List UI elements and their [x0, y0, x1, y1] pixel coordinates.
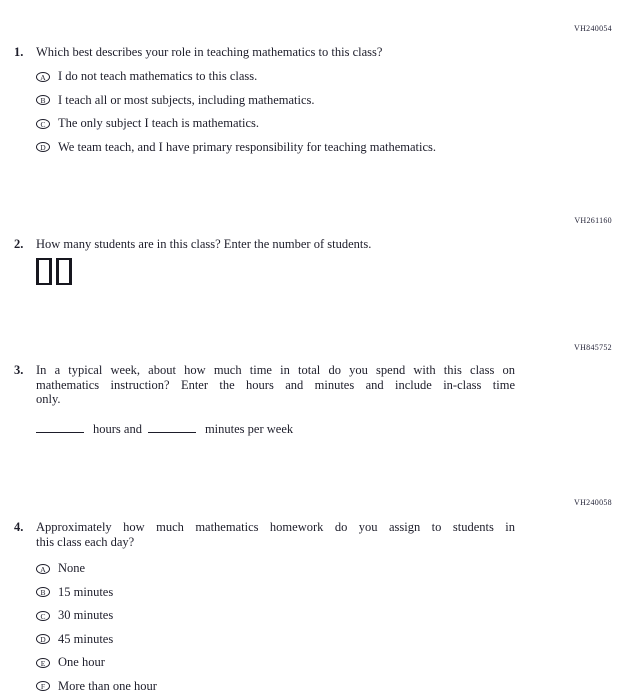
question-1-option-a[interactable] [36, 70, 436, 83]
minutes-blank-label: minutes per week [204, 422, 294, 436]
digit-entry-box-ones[interactable] [56, 258, 72, 285]
question-4-number: 4. [14, 520, 24, 534]
question-3-line-2: mathematics instruction? Enter the hours and minutes and include in-class time [36, 377, 515, 392]
question-2-text [36, 237, 515, 252]
question-1-options [36, 70, 436, 164]
question-2-digit-entry [36, 258, 72, 285]
question-2 [14, 237, 515, 252]
question-4-text [36, 520, 515, 549]
question-4-option-f[interactable] [36, 680, 157, 693]
option-label: 30 minutes [58, 608, 114, 623]
answer-bubble-icon[interactable]: C [36, 611, 50, 621]
question-4-option-e[interactable] [36, 656, 157, 669]
option-label: I teach all or most subjects, including mathematics. [58, 92, 315, 107]
answer-bubble-icon[interactable]: C [36, 119, 50, 129]
question-3-text [36, 363, 515, 407]
answer-bubble-icon[interactable]: B [36, 587, 50, 597]
question-1 [14, 45, 515, 60]
question-1-option-b[interactable] [36, 94, 436, 107]
answer-bubble-icon[interactable]: E [36, 658, 50, 668]
option-label: 45 minutes [58, 631, 114, 646]
option-label: None [58, 561, 86, 575]
question-4-option-c[interactable] [36, 609, 157, 622]
option-label: More than one hour [58, 678, 157, 693]
question-4 [14, 520, 515, 549]
answer-bubble-icon[interactable]: A [36, 72, 50, 82]
question-2-number: 2. [14, 237, 24, 251]
question-3-fill-in-row [36, 419, 293, 437]
question-3 [14, 363, 515, 407]
digit-entry-box-tens[interactable] [36, 258, 52, 285]
question-4-option-d[interactable] [36, 633, 157, 646]
option-label: One hour [58, 655, 105, 670]
question-4-option-a[interactable] [36, 562, 157, 575]
option-label: The only subject I teach is mathematics. [58, 116, 259, 131]
question-4-option-b[interactable] [36, 586, 157, 599]
question-3-line-3: only. [36, 392, 61, 406]
question-3-number: 3. [14, 363, 24, 377]
question-2-accession-code: VH261160 [574, 216, 612, 225]
question-1-accession-code: VH240054 [574, 24, 612, 33]
answer-bubble-icon[interactable]: A [36, 564, 50, 574]
answer-bubble-icon[interactable]: D [36, 634, 50, 644]
question-2-line-1: How many students are in this class? Enter the number of students. [36, 237, 372, 251]
option-label: We team teach, and I have primary responsibility for teaching mathematics. [58, 139, 437, 154]
question-1-number: 1. [14, 45, 24, 59]
hours-blank-label: hours and [93, 422, 142, 436]
question-1-option-c[interactable] [36, 117, 436, 130]
question-1-option-d[interactable] [36, 141, 436, 154]
question-4-line-1: Approximately how much mathematics homework do you assign to students in [36, 520, 515, 534]
question-1-line-1: Which best describes your role in teaching mathematics to this class? [36, 45, 383, 59]
question-4-accession-code: VH240058 [574, 498, 612, 507]
option-label: 15 minutes [58, 584, 114, 599]
question-4-options [36, 562, 157, 697]
hours-blank-field[interactable] [36, 419, 84, 433]
option-label: I do not teach mathematics to this class. [58, 69, 258, 83]
answer-bubble-icon[interactable]: F [36, 681, 50, 691]
question-4-line-2: this class each day? [36, 534, 135, 549]
question-3-line-1: In a typical week, about how much time in total do you spend with this class on [36, 363, 515, 377]
minutes-blank-field[interactable] [148, 419, 196, 433]
answer-bubble-icon[interactable]: D [36, 142, 50, 152]
answer-bubble-icon[interactable]: B [36, 95, 50, 105]
question-1-text [36, 45, 515, 60]
question-3-accession-code: VH845752 [574, 343, 612, 352]
